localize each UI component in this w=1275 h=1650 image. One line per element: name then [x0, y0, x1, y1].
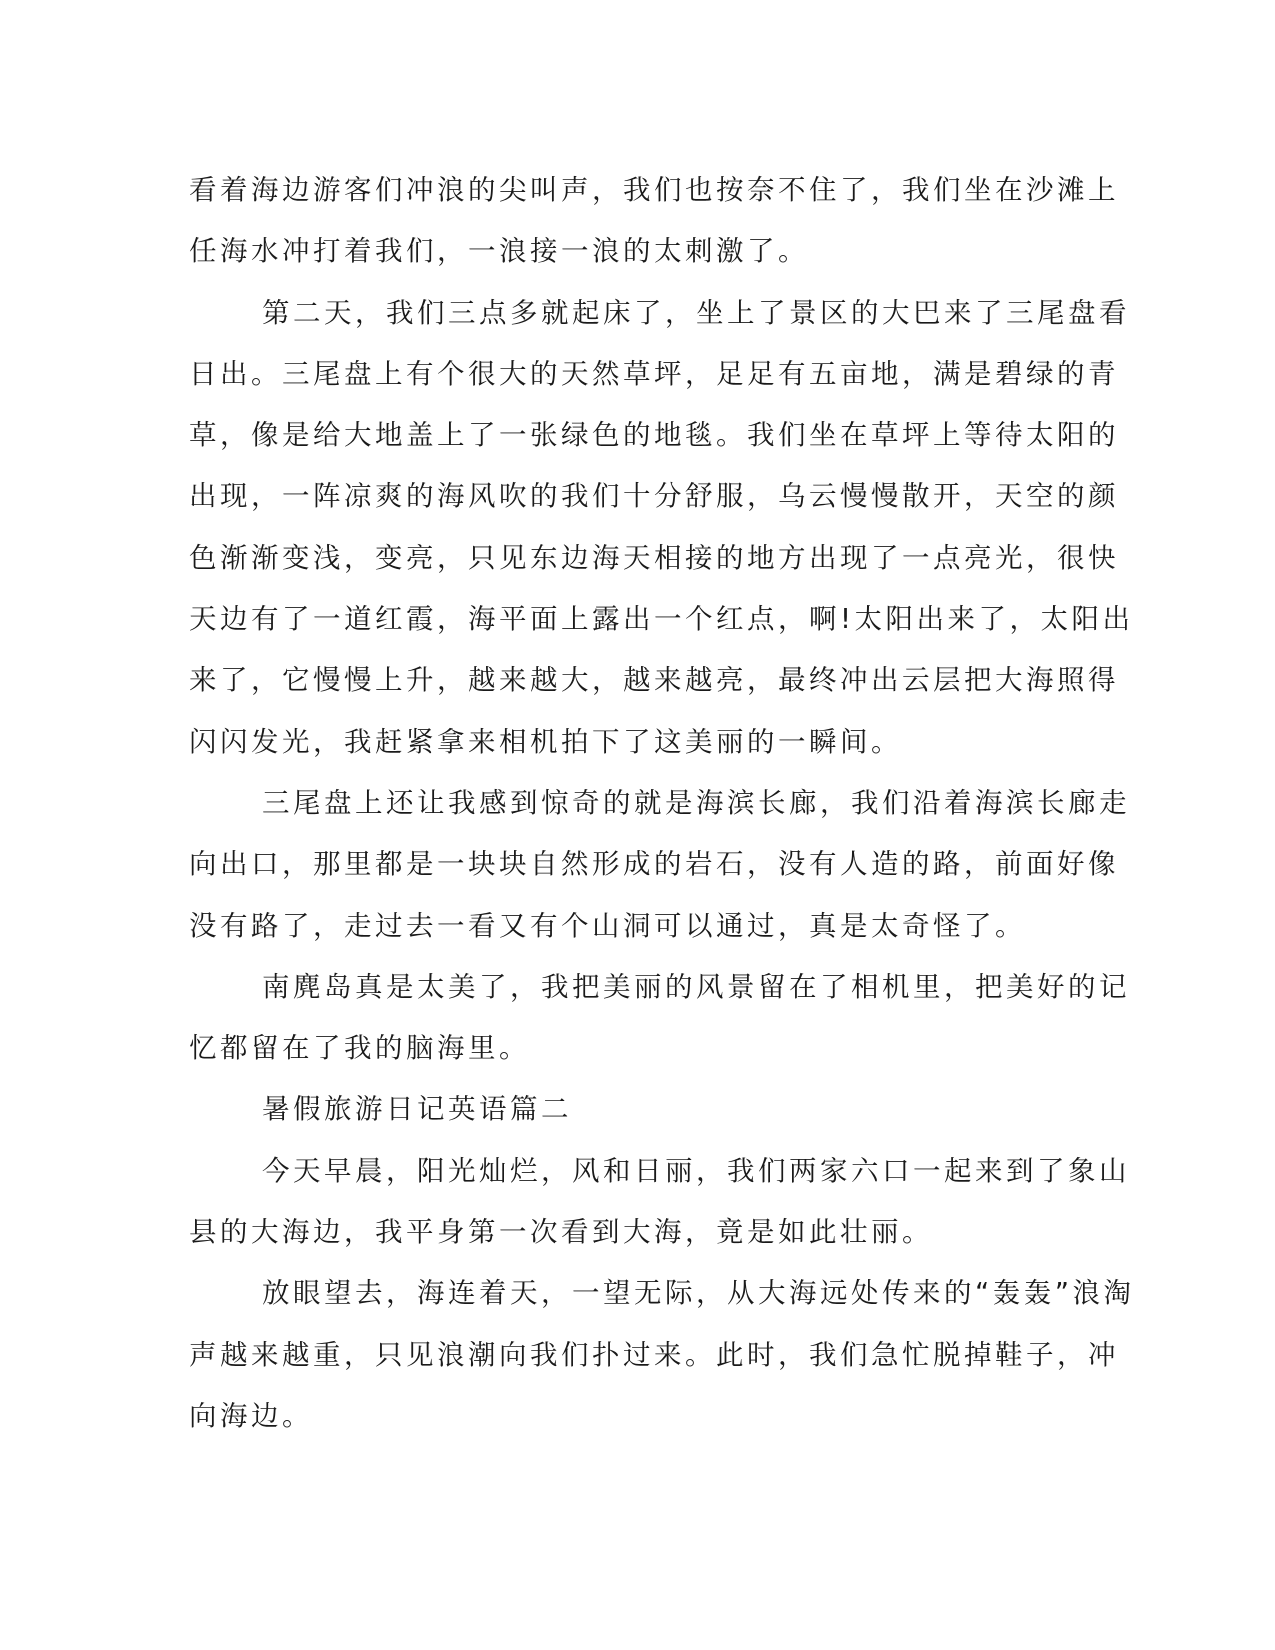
- paragraph-start-line: 第二天，我们三点多就起床了，坐上了景区的大巴来了三尾盘看: [262, 296, 1130, 329]
- text-line: 闪闪发光，我赶紧拿来相机拍下了这美丽的一瞬间。: [189, 725, 902, 758]
- text-line: 忆都留在了我的脑海里。: [189, 1032, 530, 1065]
- body-text: [189, 160, 1135, 1447]
- text-line: 天边有了一道红霞，海平面上露出一个红点，啊!太阳出来了，太阳出: [189, 603, 1134, 636]
- paragraph-start-line: 今天早晨，阳光灿烂，风和日丽，我们两家六口一起来到了象山: [262, 1154, 1130, 1187]
- text-line: 日出。三尾盘上有个很大的天然草坪，足足有五亩地，满是碧绿的青: [189, 357, 1119, 390]
- text-line: 向出口，那里都是一块块自然形成的岩石，没有人造的路，前面好像: [189, 848, 1119, 881]
- text-line: 县的大海边，我平身第一次看到大海，竟是如此壮丽。: [189, 1216, 933, 1249]
- text-line: 任海水冲打着我们，一浪接一浪的太刺激了。: [189, 235, 809, 268]
- paragraph-start-line: 南麂岛真是太美了，我把美丽的风景留在了相机里，把美好的记: [262, 970, 1130, 1003]
- section-heading: 暑假旅游日记英语篇二: [262, 1093, 572, 1126]
- text-line: 没有路了，走过去一看又有个山洞可以通过，真是太奇怪了。: [189, 909, 1026, 942]
- text-line: 声越来越重，只见浪潮向我们扑过来。此时，我们急忙脱掉鞋子，冲: [189, 1338, 1119, 1371]
- text-line: 向海边。: [189, 1399, 313, 1432]
- text-line: 看着海边游客们冲浪的尖叫声，我们也按奈不住了，我们坐在沙滩上: [189, 174, 1119, 206]
- paragraph-start-line: 放眼望去，海连着天，一望无际，从大海远处传来的“轰轰”浪淘: [262, 1277, 1135, 1310]
- text-line: 草，像是给大地盖上了一张绿色的地毯。我们坐在草坪上等待太阳的: [189, 419, 1119, 452]
- text-line: 出现，一阵凉爽的海风吹的我们十分舒服，乌云慢慢散开，天空的颜: [189, 480, 1119, 513]
- text-line: 色渐渐变浅，变亮，只见东边海天相接的地方出现了一点亮光，很快: [189, 541, 1119, 574]
- text-line: 来了，它慢慢上升，越来越大，越来越亮，最终冲出云层把大海照得: [189, 664, 1119, 697]
- paragraph-start-line: 三尾盘上还让我感到惊奇的就是海滨长廊，我们沿着海滨长廊走: [262, 786, 1130, 819]
